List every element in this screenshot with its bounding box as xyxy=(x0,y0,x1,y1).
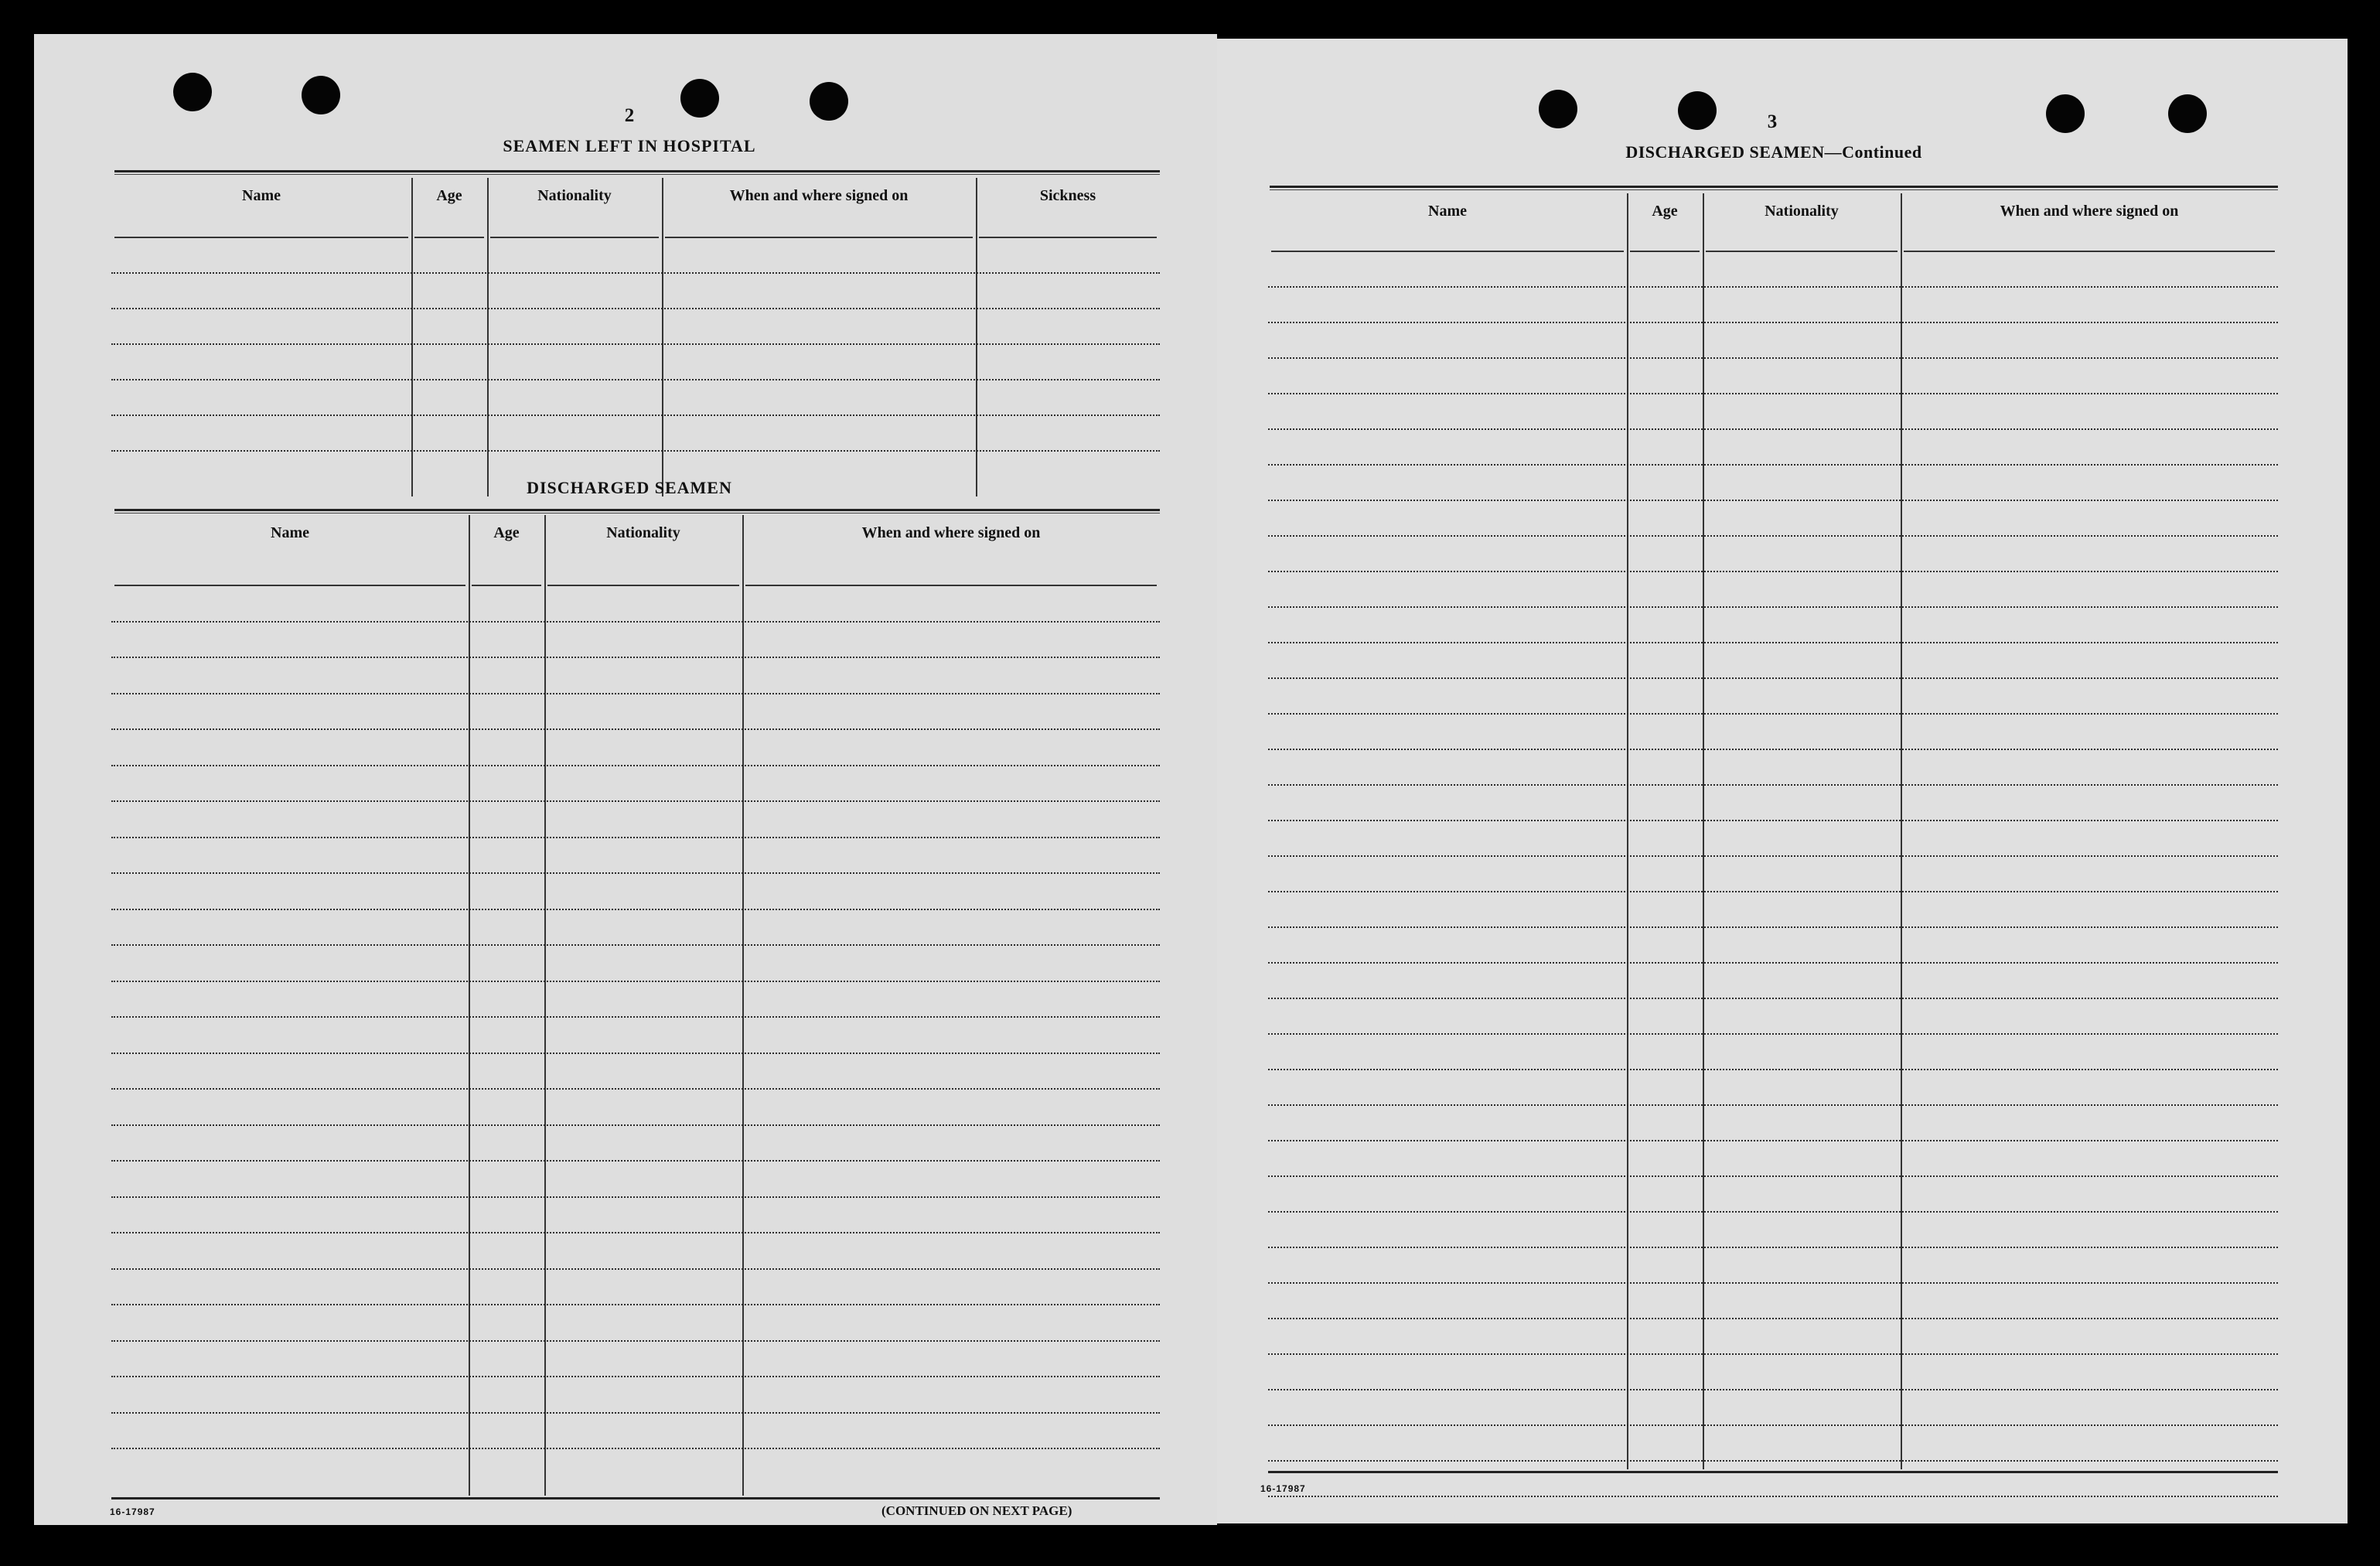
column-header-age: Age xyxy=(1652,203,1678,220)
column-header-name: Name xyxy=(242,187,281,204)
header-underline xyxy=(1904,251,2275,252)
table-row xyxy=(1268,1318,2278,1319)
column-header-when-and-where-signed-on: When and where signed on xyxy=(861,524,1041,541)
table-row xyxy=(1268,535,2278,537)
table-row xyxy=(111,1448,1160,1449)
header-underline xyxy=(114,237,408,238)
table-row xyxy=(111,872,1160,874)
table-row xyxy=(1268,322,2278,323)
header-underline xyxy=(745,585,1157,586)
table-row xyxy=(111,657,1160,658)
column-header-age: Age xyxy=(493,524,520,541)
section-title-discharged: DISCHARGED SEAMEN xyxy=(527,478,732,497)
table-row xyxy=(1268,1175,2278,1177)
column-divider xyxy=(1703,193,1704,1469)
table-row xyxy=(111,343,1160,345)
punch-hole xyxy=(1678,91,1717,130)
table-row xyxy=(1268,606,2278,608)
header-underline xyxy=(665,237,973,238)
column-divider xyxy=(976,178,977,496)
discharged-table xyxy=(111,515,1160,1496)
table-row xyxy=(111,728,1160,730)
table-row xyxy=(111,765,1160,766)
column-header-sickness: Sickness xyxy=(1039,187,1096,204)
table-row xyxy=(1268,1033,2278,1035)
hospital-table xyxy=(111,178,1160,496)
punch-hole xyxy=(1539,90,1577,128)
table-row xyxy=(111,981,1160,982)
table-row xyxy=(1268,749,2278,750)
table-row xyxy=(1268,1460,2278,1462)
table-row xyxy=(111,944,1160,946)
table-row xyxy=(1268,428,2278,430)
section-title-discharged-continued: DISCHARGED SEAMEN—Continued xyxy=(1625,142,1922,162)
table-row xyxy=(1268,855,2278,857)
table-row xyxy=(1268,891,2278,892)
column-divider xyxy=(544,515,546,1496)
table-row xyxy=(111,621,1160,623)
table-row xyxy=(1268,500,2278,501)
table-row xyxy=(1268,1282,2278,1284)
header-underline xyxy=(1630,251,1700,252)
table-row xyxy=(111,1412,1160,1414)
table-row xyxy=(1268,677,2278,679)
table-row xyxy=(111,1053,1160,1054)
continued-note: (CONTINUED ON NEXT PAGE) xyxy=(881,1503,1072,1518)
table-row xyxy=(1268,962,2278,964)
column-divider xyxy=(487,178,489,496)
table-row xyxy=(111,1268,1160,1270)
table-row xyxy=(111,693,1160,694)
table-row xyxy=(111,800,1160,802)
table-row xyxy=(1268,926,2278,928)
table-row xyxy=(1268,393,2278,394)
punch-hole xyxy=(302,76,340,114)
header-underline xyxy=(114,585,465,586)
punch-hole xyxy=(2046,94,2085,133)
table-row xyxy=(1268,1104,2278,1106)
table-row xyxy=(1268,1069,2278,1070)
table-row xyxy=(111,415,1160,416)
header-underline xyxy=(472,585,541,586)
table-row xyxy=(1268,784,2278,786)
table-row xyxy=(1268,1424,2278,1426)
table-row xyxy=(1268,1389,2278,1390)
table-row xyxy=(111,1160,1160,1162)
header-underline xyxy=(414,237,484,238)
table-row xyxy=(1268,1211,2278,1213)
table-row xyxy=(1268,1140,2278,1141)
table-row xyxy=(111,1304,1160,1305)
left-page xyxy=(34,34,1217,1525)
table-row xyxy=(111,1088,1160,1090)
column-header-nationality: Nationality xyxy=(1765,203,1839,220)
punch-hole xyxy=(2168,94,2207,133)
header-underline xyxy=(490,237,659,238)
table-row xyxy=(111,837,1160,838)
table-row xyxy=(111,1340,1160,1342)
section-rule xyxy=(1270,186,2278,190)
section-rule xyxy=(114,509,1160,513)
header-underline xyxy=(547,585,739,586)
table-row xyxy=(1268,998,2278,999)
table-row xyxy=(1268,713,2278,715)
column-divider xyxy=(1627,193,1628,1469)
punch-hole xyxy=(173,73,212,111)
table-row xyxy=(111,1232,1160,1233)
page-number: 2 xyxy=(624,105,635,126)
table-row xyxy=(111,1124,1160,1126)
right-page xyxy=(1217,39,2348,1523)
section-rule xyxy=(114,170,1160,175)
table-row xyxy=(111,1196,1160,1198)
column-header-when-and-where-signed-on: When and where signed on xyxy=(729,187,909,204)
table-row xyxy=(111,450,1160,452)
table-row xyxy=(1268,464,2278,466)
column-divider xyxy=(742,515,744,1496)
column-header-name: Name xyxy=(1428,203,1467,220)
column-divider xyxy=(411,178,413,496)
section-title-hospital: SEAMEN LEFT IN HOSPITAL xyxy=(503,136,756,155)
table-row xyxy=(111,1376,1160,1377)
table-row xyxy=(111,379,1160,380)
table-row xyxy=(1268,286,2278,288)
punch-hole xyxy=(810,82,848,121)
column-header-age: Age xyxy=(436,187,462,204)
table-row xyxy=(1268,1247,2278,1248)
column-header-nationality: Nationality xyxy=(537,187,612,204)
column-header-name: Name xyxy=(271,524,309,541)
page-number: 3 xyxy=(1767,111,1778,132)
table-row xyxy=(111,308,1160,309)
header-underline xyxy=(979,237,1157,238)
table-row xyxy=(111,909,1160,910)
table-row xyxy=(1268,1353,2278,1355)
table-row xyxy=(1268,642,2278,643)
table-row xyxy=(1268,571,2278,572)
table-row xyxy=(1268,820,2278,821)
column-header-nationality: Nationality xyxy=(606,524,680,541)
form-number: 16-17987 xyxy=(110,1506,155,1517)
punch-hole xyxy=(680,79,719,118)
table-row xyxy=(111,272,1160,274)
column-divider xyxy=(469,515,470,1496)
header-underline xyxy=(1706,251,1898,252)
bottom-rule xyxy=(1268,1471,2278,1473)
table-row xyxy=(111,1016,1160,1018)
bottom-rule xyxy=(111,1497,1160,1499)
discharged-continued-table xyxy=(1268,193,2278,1469)
header-underline xyxy=(1271,251,1624,252)
form-number: 16-17987 xyxy=(1260,1483,1306,1494)
column-header-when-and-where-signed-on: When and where signed on xyxy=(2000,203,2179,220)
column-divider xyxy=(1901,193,1902,1469)
table-row xyxy=(1268,1496,2278,1497)
table-row xyxy=(1268,357,2278,359)
column-divider xyxy=(662,178,663,496)
